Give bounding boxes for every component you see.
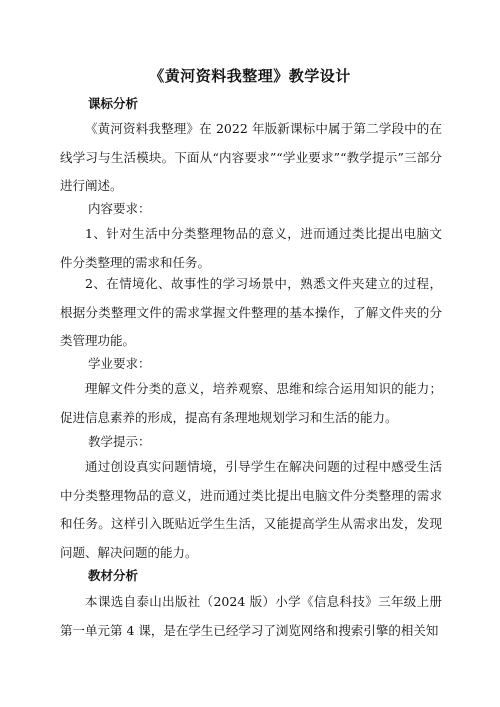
- paragraph-curriculum-intro: 《黄河资料我整理》在 2022 年版新课标中属于第二学段中的在线学习与生活模块。下面从“内容要求”“学业要求”“教学提示”三部分进行阐述。: [60, 121, 442, 193]
- document-title: 《黄河资料我整理》教学设计: [149, 67, 351, 85]
- paragraph-academic-requirements: 理解文件分类的意义，培养观察、思维和综合运用知识的能力；促进信息素养的形成，提高有条理地规划学习和生活的能力。: [60, 381, 442, 425]
- section-heading-curriculum-analysis: 课标分析: [88, 96, 139, 111]
- section-heading-textbook-analysis: 教材分析: [88, 568, 139, 583]
- label-content-requirements: 内容要求：: [88, 201, 151, 216]
- label-academic-requirements: 学业要求：: [88, 356, 151, 371]
- paragraph-teaching-tips: 通过创设真实问题情境，引导学生在解决问题的过程中感受生活中分类整理物品的意义，进而通过类比提出电脑文件分类整理的需求和任务。这样引入既贴近学生生活，又能提高学生从需求出发，发现问题、解决问题的能力。: [60, 459, 442, 560]
- paragraph-content-item-2: 2、在情境化、故事性的学习场景中，熟悉文件夹建立的过程，根据分类整理文件的需求掌握文件整理的基本操作，了解文件夹的分类管理功能。: [60, 276, 442, 348]
- paragraph-textbook-analysis: 本课选自泰山出版社（2024 版）小学《信息科技》三年级上册第一单元第 4 课，是在学生已经学习了浏览网络和搜索引擎的相关知: [60, 594, 442, 638]
- paragraph-content-item-1: 1、针对生活中分类整理物品的意义，进而通过类比提出电脑文件分类整理的需求和任务。: [60, 226, 442, 270]
- label-teaching-tips: 教学提示：: [88, 434, 151, 449]
